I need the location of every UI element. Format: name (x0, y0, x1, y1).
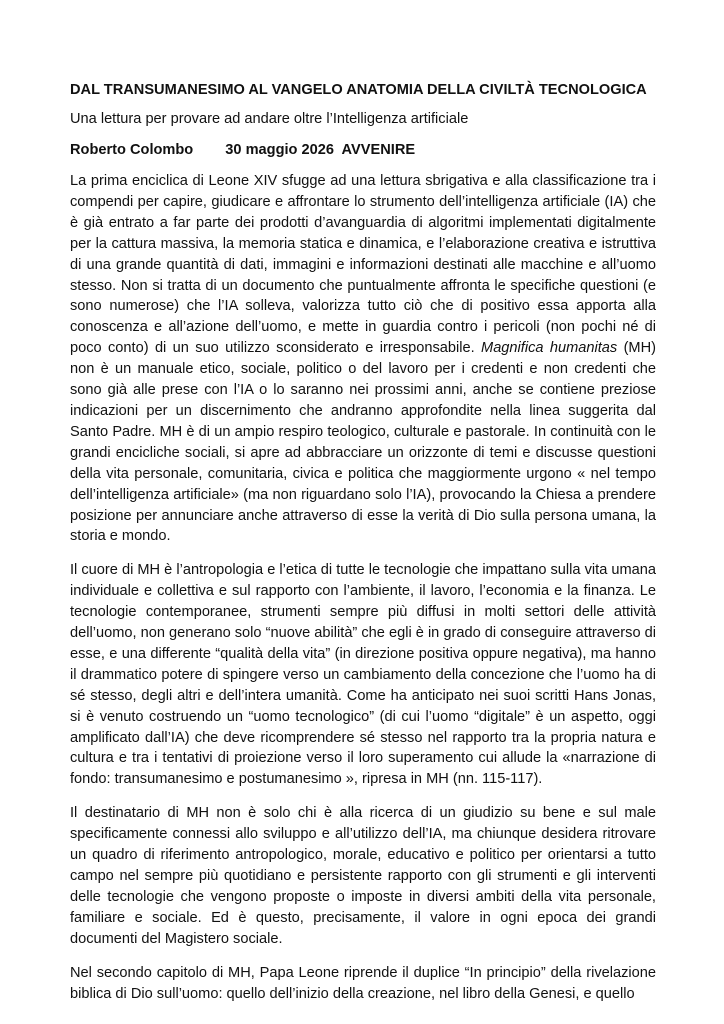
byline (70, 140, 656, 160)
paragraph-2: Il cuore di MH è l’antropologia e l’etica di tutte le tecnologie che impattano sulla vita umana individuale e collettiva e sul rapporto con l’ambiente, il lavoro, l’economia e la finanza. Le tecnologie contemporanee, strumenti sempre più diffusi in molti settori delle attività dell’uomo, non generano solo “nuove abilità” che egli è in grado di conseguire attraverso di esse, e una differente “qualità della vita” (in direzione positiva oppure negativa), ma hanno il drammatico potere di spingere verso un cambiamento della concezione che l’uomo ha di sé stesso, degli altri e dell’intera umanità. Come ha anticipato nei suoi scritti Hans Jonas, si è venuto costruendo un “uomo tecnologico” (di cui l’uomo “digitale” è un aspetto, oggi amplificato dall’IA) che deve ricomprendere sé stesso nel rapporto tra la propria natura e cultura e tra i tentativi di proiezione verso il loro superamento cui allude la «narrazione di fondo: transumanesimo e postumanesimo », ripresa in MH (nn. 115-117). (70, 562, 656, 788)
paragraph-1-text-a: La prima enciclica di Leone XIV sfugge ad una lettura sbrigativa e alla classificazione tra i compendi per capire, giudicare e affrontare lo strumento dell’intelligenza artificiale (IA) che è già entrato a far parte dei prodotti d’avanguardia di algoritmi implementati digitalmente per la cattura massiva, la memoria statica e dinamica, e l’elaborazione creativa e istruttiva di una grande quantità di dati, immagini e informazioni destinati alle macchine e all’uomo stesso. Non si tratta di un documento che puntualmente affronta le specifiche questioni (e sono numerose) che l’IA solleva, valorizza tutto ciò che di positivo essa apporta alla conoscenza e all’azione dell’uomo, e mette in guardia contro i pericoli (non pochi né di poco conto) di un suo utilizzo sconsiderato e irresponsabile. (70, 173, 656, 357)
paragraph-4: Nel secondo capitolo di MH, Papa Leone riprende il duplice “In principio” della rivelazione biblica di Dio sull’uomo: quello dell’inizio della creazione, nel libro della Genesi, e quello (70, 964, 656, 1002)
document-page (70, 80, 656, 1017)
paragraph-1 (70, 171, 656, 547)
paragraph-3: Il destinatario di MH non è solo chi è alla ricerca di un giudizio su bene e sul male specificamente connessi allo sviluppo e all’utilizzo dell’IA, ma chiunque desidera ritrovare un quadro di riferimento antropologico, morale, educativo e politico per orientarsi a tutto campo nel sempre più quotidiano e persistente rapporto con gli strumenti e gli interventi delle tecnologie che vengono proposte o imposte in diversi ambiti della vita personale, familiare e sociale. Ed è questo, precisamente, il valore in ogni epoca dei grandi documenti del Magistero sociale. (70, 805, 656, 947)
date-source: 30 maggio 2026 AVVENIRE (225, 142, 416, 158)
article-subtitle: Una lettura per provare ad andare oltre l’Intelligenza artificiale (70, 111, 469, 127)
paragraph-1-emphasis: Magnifica humanitas (481, 340, 618, 357)
article-title: DAL TRANSUMANESIMO AL VANGELO ANATOMIA DELLA CIVILTÀ TECNOLOGICA (70, 82, 647, 98)
paragraph-1-text-b: (MH) non è un manuale etico, sociale, politico o del lavoro per i credenti e non credenti che sono già alle prese con l’IA o lo saranno nei prossimi anni, anche se contiene preziose indicazioni per un discernimento che andranno approfondite nella linea suggerita dal Santo Padre. MH è di un ampio respiro teologico, culturale e pastorale. In continuità con le grandi encicliche sociali, si apre ad abbracciare un orizzonte di temi e discusse questioni della vita personale, comunitaria, civica e politica che maggiormente urgono « nel tempo dell’intelligenza artificiale» (ma non riguardano solo l’IA), provocando la Chiesa a prendere posizione per annunciare anche attraverso di esse la verità di Dio sulla persona umana, la storia e mondo. (70, 340, 656, 545)
author-name: Roberto Colombo (70, 142, 194, 158)
